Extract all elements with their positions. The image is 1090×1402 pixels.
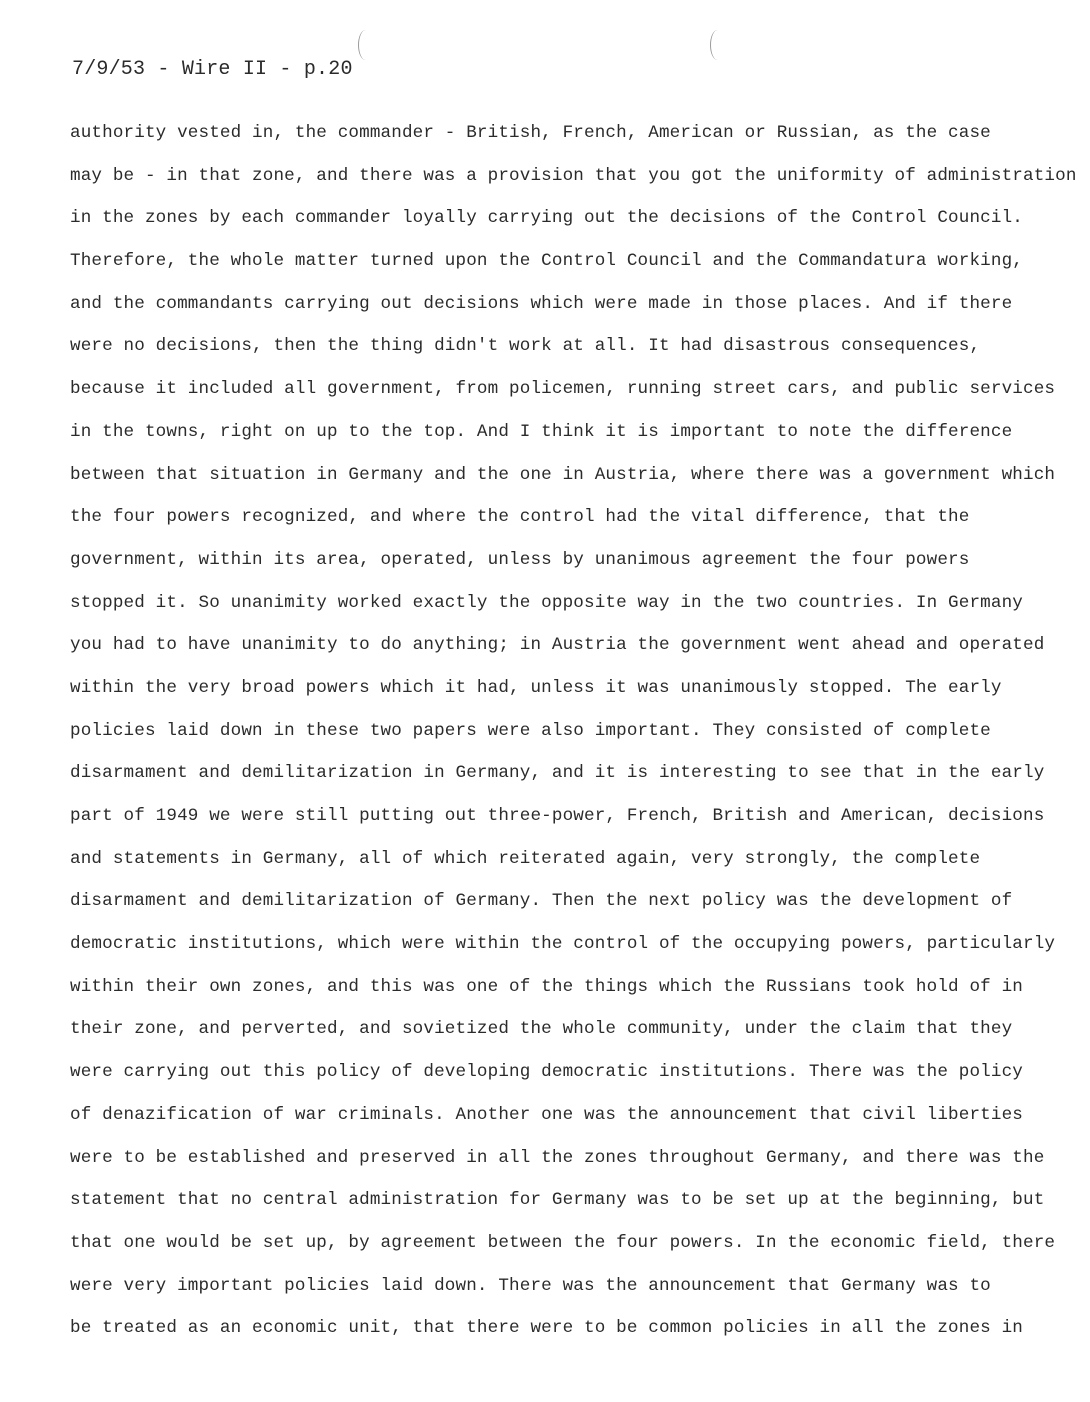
text-line: were carrying out this policy of developing democratic institutions. There was the policy [70, 1062, 1024, 1083]
text-line: were very important policies laid down. There was the announcement that Germany was to [70, 1275, 991, 1296]
text-line: the four powers recognized, and where the control had the vital difference, that the [70, 507, 970, 528]
body-text [70, 119, 1077, 1357]
text-line: disarmament and demilitarization in Germany, and it is interesting to see that in the early [70, 763, 1045, 784]
punch-hole-mark-right [710, 30, 725, 60]
text-line: in the towns, right on up to the top. And I think it is important to note the difference [70, 421, 1013, 442]
text-line: were to be established and preserved in all the zones throughout Germany, and there was the [70, 1147, 1045, 1168]
text-line: that one would be set up, by agreement between the four powers. In the economic field, there [70, 1232, 1056, 1253]
text-line: democratic institutions, which were within the control of the occupying powers, particularly [70, 934, 1056, 955]
text-line: part of 1949 we were still putting out three-power, French, British and American, decisions [70, 806, 1045, 826]
text-line: you had to have unanimity to do anything; in Austria the government went ahead and operated [70, 635, 1045, 656]
text-line: authority vested in, the commander - British, French, American or Russian, as the case [70, 123, 991, 143]
text-line: within their own zones, and this was one of the things which the Russians took hold of in [70, 976, 1024, 997]
page-header: 7/9/53 - Wire II - p.20 [72, 58, 353, 81]
text-line: their zone, and perverted, and sovietized the whole community, under the claim that they [70, 1019, 1013, 1040]
text-line: stopped it. So unanimity worked exactly the opposite way in the two countries. In Germany [70, 592, 1024, 613]
text-line: were no decisions, then the thing didn't work at all. It had disastrous consequences, [70, 336, 981, 357]
punch-hole-mark-left [358, 30, 373, 60]
text-line: of denazification of war criminals. Another one was the announcement that civil liberties [70, 1104, 1024, 1125]
text-line: and statements in Germany, all of which reiterated again, very strongly, the complete [70, 848, 981, 869]
text-line: statement that no central administration for Germany was to be set up at the beginning, but [70, 1190, 1045, 1211]
text-line: in the zones by each commander loyally carrying out the decisions of the Control Council. [70, 208, 1024, 229]
text-line: within the very broad powers which it had, unless it was unanimously stopped. The early [70, 677, 1002, 698]
text-line: between that situation in Germany and the one in Austria, where there was a government which [70, 464, 1056, 485]
text-line: and the commandants carrying out decisions which were made in those places. And if there [70, 293, 1013, 314]
text-line: may be - in that zone, and there was a provision that you got the uniformity of administration [70, 165, 1077, 186]
text-line: Therefore, the whole matter turned upon the Control Council and the Commandatura working, [70, 251, 1024, 272]
text-line: because it included all government, from policemen, running street cars, and public services [70, 379, 1056, 400]
text-line: government, within its area, operated, unless by unanimous agreement the four powers [70, 549, 970, 570]
text-line: disarmament and demilitarization of Germany. Then the next policy was the development of [70, 891, 1013, 912]
text-line: policies laid down in these two papers were also important. They consisted of complete [70, 720, 991, 741]
text-line: be treated as an economic unit, that there were to be common policies in all the zones in [70, 1318, 1024, 1339]
